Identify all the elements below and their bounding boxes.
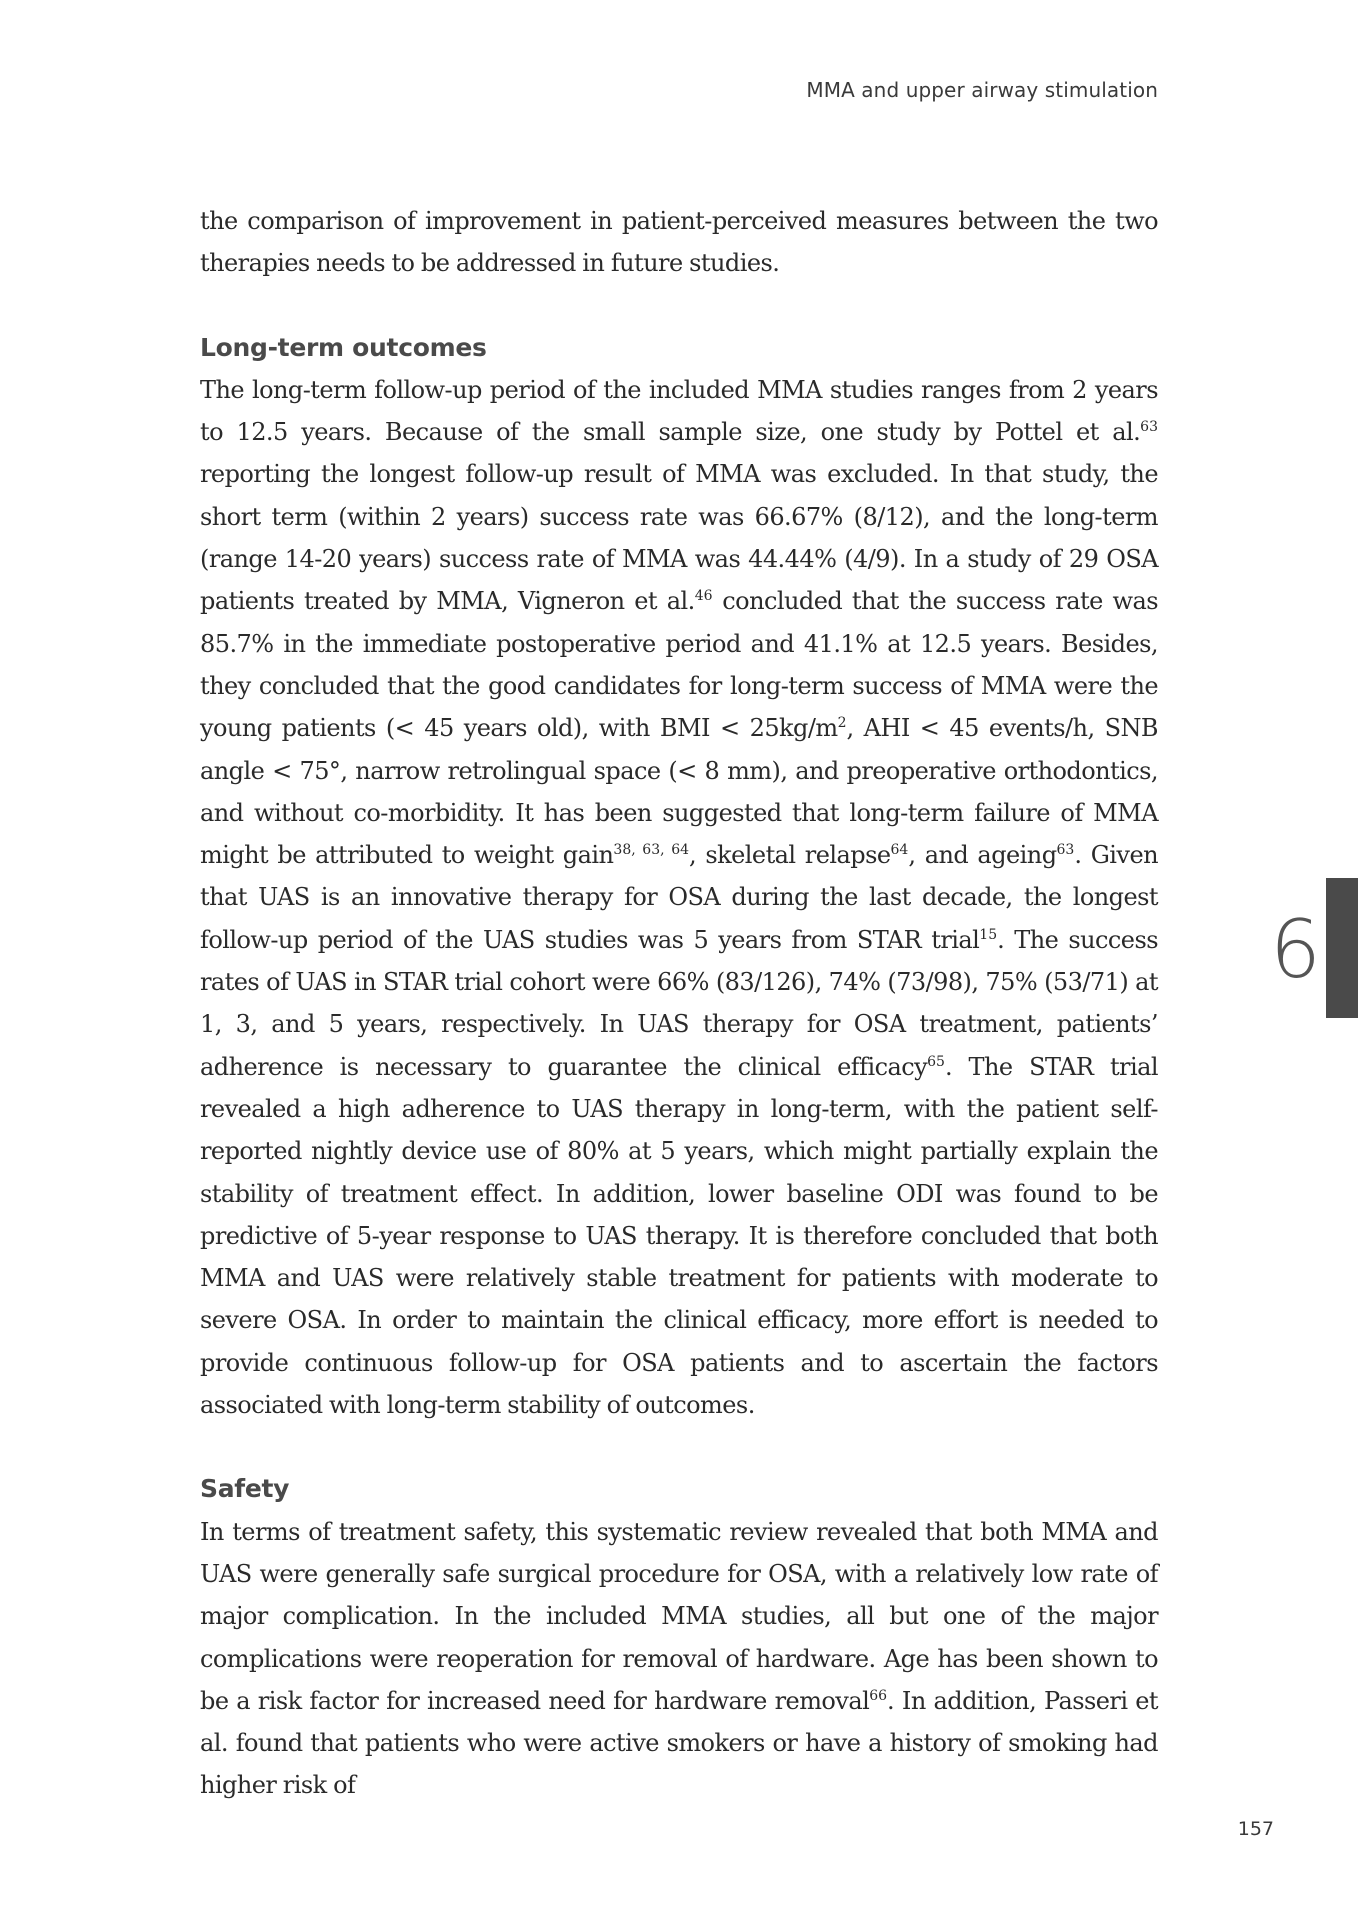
page-number: 157	[1237, 1818, 1274, 1840]
citation-ref: 15	[979, 926, 998, 943]
section-heading-long-term-outcomes: Long-term outcomes	[200, 332, 487, 362]
citation-ref: 38, 63, 64	[613, 842, 690, 859]
citation-ref: 46	[694, 588, 713, 605]
unit-exponent: 2	[837, 715, 847, 732]
citation-ref: 63	[1140, 419, 1158, 436]
citation-ref: 63	[1056, 842, 1075, 859]
text-run: , and ageing	[908, 841, 1057, 870]
text-run: . In addition, Passeri et al. found that patients who were active smokers or have a history of smoking had higher risk of	[200, 1686, 1158, 1800]
section-spacer	[200, 285, 1158, 327]
text-run: . The success rates of UAS in STAR trial cohort were 66% (83/126), 74% (73/98), 75% (53/71) at 1, 3, and 5 years, respectively. In UAS therapy for OSA treatment, patients’ adherence is necessary to guarantee the clinical efficacy	[200, 925, 1158, 1081]
text-run: concluded that the success rate was 85.7% in the immediate postoperative period and 41.1% at 12.5 years. Besides, they concluded that the good candidates for long-term success of MMA were the young patients (< 45 years old), with BMI < 25kg/m	[200, 587, 1158, 743]
citation-ref: 65	[927, 1053, 945, 1070]
text-run: reporting the longest follow-up result of MMA was excluded. In that study, the short term (within 2 years) success rate was 66.67% (8/12), and the long-term (range 14-20 years) success rate of MMA was 44.44% (4/9). In a study of 29 OSA patients treated by MMA, Vigneron et al.	[200, 460, 1158, 616]
citation-ref: 66	[869, 1687, 888, 1704]
long-term-outcomes-paragraph	[200, 369, 1158, 1426]
text-run: , AHI < 45 events/h, SNB angle < 75°, narrow retrolingual space (< 8 mm), and preoperative orthodontics, and without co-morbidity. It has been suggested that long-term failure of MMA might be attributed to weight gain	[200, 714, 1159, 870]
text-run: . Given that UAS is an innovative therapy for OSA during the last decade, the longest follow-up period of the UAS studies was 5 years from STAR trial	[200, 841, 1159, 954]
body-text	[200, 200, 1158, 1807]
section-spacer	[200, 1426, 1158, 1468]
text-run: . The STAR trial revealed a high adherence to UAS therapy in long-term, with the patient self-reported nightly device use of 80% at 5 years, which might partially explain the stability of treatment effect. In addition, lower baseline ODI was found to be predictive of 5-year response to UAS therapy. It is therefore concluded that both MMA and UAS were relatively stable treatment for patients with moderate to severe OSA. In order to maintain the clinical efficacy, more effort is needed to provide continuous follow-up for OSA patients and to ascertain the factors associated with long-term stability of outcomes.	[200, 1052, 1158, 1420]
safety-paragraph	[200, 1511, 1158, 1807]
intro-paragraph: the comparison of improvement in patient-perceived measures between the two therapies needs to be addressed in future studies.	[200, 207, 1158, 278]
citation-ref: 64	[890, 842, 909, 859]
chapter-tab-marker	[1326, 878, 1358, 1018]
section-heading-safety: Safety	[200, 1474, 290, 1504]
text-run: , skeletal relapse	[689, 841, 891, 870]
text-run: The long-term follow-up period of the included MMA studies ranges from 2 years to 12.5 years. Because of the small sample size, one study by Pottel et al.	[200, 375, 1158, 447]
running-header: MMA and upper airway stimulation	[806, 78, 1158, 102]
text-run: In terms of treatment safety, this systematic review revealed that both MMA and UAS were generally safe surgical procedure for OSA, with a relatively low rate of major complication. In the included MMA studies, all but one of the major complications were reoperation for removal of hardware. Age has been shown to be a risk factor for increased need for hardware removal	[200, 1517, 1158, 1715]
chapter-number: 6	[1270, 903, 1321, 996]
